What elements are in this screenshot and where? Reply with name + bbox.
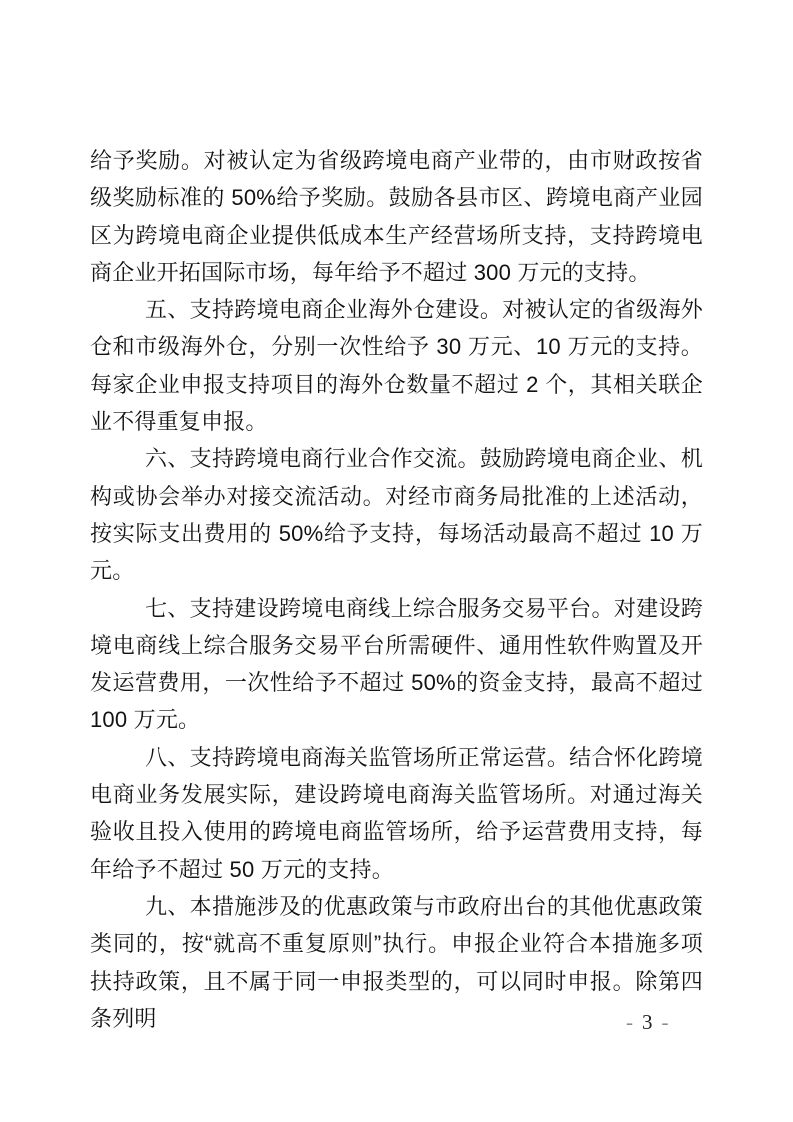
paragraph-item-7: 七、支持建设跨境电商线上综合服务交易平台。对建设跨境电商线上综合服务交易平台所需硬件、通用性软件购置及开发运营费用，一次性给予不超过 50%的资金支持，最高不超过 100 万元。 xyxy=(90,595,703,733)
page-footer xyxy=(0,1012,793,1042)
paragraph-item-9: 九、本措施涉及的优惠政策与市政府出台的其他优惠政策类同的，按“就高不重复原则”执行。申报企业符合本措施多项扶持政策，且不属于同一申报类型的，可以同时申报。除第四条列明 xyxy=(90,893,703,1031)
page-number xyxy=(626,1012,669,1033)
page-number-dash-left: - xyxy=(626,1010,633,1034)
paragraph-item-8: 八、支持跨境电商海关监管场所正常运营。结合怀化跨境电商业务发展实际，建设跨境电商海关监管场所。对通过海关验收且投入使用的跨境电商监管场所，给予运营费用支持，每年给予不超过 50 万元的支持。 xyxy=(90,744,703,882)
page-number-dash-right: - xyxy=(661,1010,669,1034)
page-number-value: 3 xyxy=(642,1010,653,1034)
paragraph-item-5: 五、支持跨境电商企业海外仓建设。对被认定的省级海外仓和市级海外仓，分别一次性给予 30 万元、10 万元的支持。每家企业申报支持项目的海外仓数量不超过 2 个，其相关联企业不得重复申报。 xyxy=(90,297,703,435)
paragraph-continuation: 给予奖励。对被认定为省级跨境电商产业带的，由市财政按省级奖励标准的 50%给予奖励。鼓励各县市区、跨境电商产业园区为跨境电商企业提供低成本生产经营场所支持，支持跨境电商企业开拓国际市场，每年给予不超过 300 万元的支持。 xyxy=(90,148,703,285)
paragraph-item-6: 六、支持跨境电商行业合作交流。鼓励跨境电商企业、机构或协会举办对接交流活动。对经市商务局批准的上述活动，按实际支出费用的 50%给予支持，每场活动最高不超过 10 万元。 xyxy=(90,446,703,584)
document-body xyxy=(90,142,703,1037)
